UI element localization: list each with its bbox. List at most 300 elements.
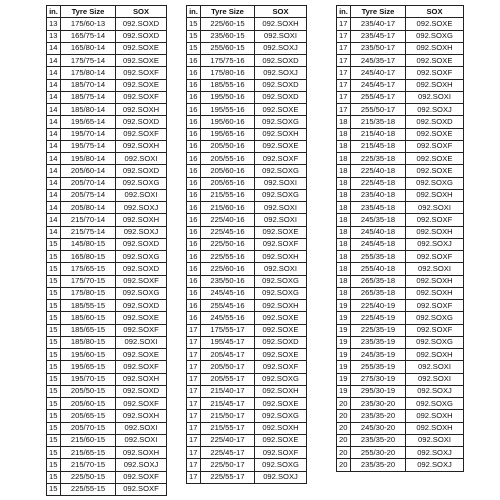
- inch-cell: 17: [337, 18, 351, 30]
- sox-code-cell: 092.SOXI: [406, 373, 464, 385]
- header-tyre-size: Tyre Size: [61, 6, 116, 18]
- table-row: [337, 214, 464, 226]
- tyre-size-cell: 225/50-15: [61, 471, 116, 483]
- sox-code-cell: 092.SOXJ: [116, 202, 167, 214]
- tyre-size-cell: 235/40-18: [351, 189, 406, 201]
- table-row: [187, 214, 307, 226]
- sox-code-cell: 092.SOXE: [406, 153, 464, 165]
- sox-code-cell: 092.SOXJ: [406, 459, 464, 471]
- table-row: [47, 55, 167, 67]
- table-row: [187, 398, 307, 410]
- inch-cell: 18: [337, 226, 351, 238]
- tyre-size-cell: 225/55-17: [201, 471, 255, 483]
- sox-code-cell: 092.SOXF: [116, 483, 167, 495]
- sox-code-cell: 092.SOXJ: [406, 385, 464, 397]
- sox-code-cell: 092.SOXD: [255, 79, 307, 91]
- inch-cell: 17: [337, 79, 351, 91]
- inch-cell: 18: [337, 165, 351, 177]
- tyre-size-cell: 215/40-18: [351, 128, 406, 140]
- tyre-size-cell: 255/60-15: [201, 42, 255, 54]
- table-row: [187, 30, 307, 42]
- tyre-size-cell: 215/60-16: [201, 202, 255, 214]
- table-row: [187, 104, 307, 116]
- sox-code-cell: 092.SOXH: [116, 104, 167, 116]
- inch-cell: 17: [187, 385, 201, 397]
- inch-cell: 17: [187, 434, 201, 446]
- table-row: [47, 275, 167, 287]
- header-tyre-size: Tyre Size: [351, 6, 406, 18]
- inch-cell: 16: [187, 140, 201, 152]
- table-row: [47, 483, 167, 495]
- tyre-size-cell: 205/65-16: [201, 177, 255, 189]
- sox-code-cell: 092.SOXH: [406, 42, 464, 54]
- inch-cell: 14: [47, 177, 61, 189]
- tyre-size-cell: 185/65-15: [61, 324, 116, 336]
- header-sox: SOX: [116, 6, 167, 18]
- inch-cell: 17: [187, 459, 201, 471]
- table-row: [187, 300, 307, 312]
- inch-cell: 14: [47, 42, 61, 54]
- sox-code-cell: 092.SOXG: [255, 373, 307, 385]
- table-row: [337, 410, 464, 422]
- tyre-size-cell: 275/30-19: [351, 373, 406, 385]
- inch-cell: 19: [337, 324, 351, 336]
- table-row: [337, 324, 464, 336]
- size-table-2: [186, 5, 307, 484]
- inch-cell: 20: [337, 410, 351, 422]
- tyre-size-cell: 215/40-17: [201, 385, 255, 397]
- tyre-size-cell: 215/45-17: [201, 398, 255, 410]
- tyre-size-cell: 215/55-16: [201, 189, 255, 201]
- inch-cell: 16: [187, 104, 201, 116]
- sox-code-cell: 092.SOXD: [255, 336, 307, 348]
- tyre-size-cell: 205/50-16: [201, 140, 255, 152]
- tyre-size-cell: 225/45-17: [201, 447, 255, 459]
- table-row: [187, 116, 307, 128]
- tyre-size-cell: 225/50-16: [201, 238, 255, 250]
- tyre-size-cell: 245/35-19: [351, 349, 406, 361]
- tyre-size-cell: 195/70-14: [61, 128, 116, 140]
- table-row: [187, 42, 307, 54]
- tyre-size-cell: 205/60-15: [61, 398, 116, 410]
- sox-code-cell: 092.SOXG: [116, 177, 167, 189]
- tyre-size-cell: 145/80-15: [61, 238, 116, 250]
- header-inch: in.: [337, 6, 351, 18]
- tyre-size-cell: 225/40-17: [201, 434, 255, 446]
- table-row: [187, 275, 307, 287]
- tyre-size-cell: 195/50-16: [201, 91, 255, 103]
- table-row: [187, 336, 307, 348]
- table-row: [47, 67, 167, 79]
- inch-cell: 17: [187, 422, 201, 434]
- sox-code-cell: 092.SOXF: [406, 214, 464, 226]
- tyre-size-cell: 185/80-14: [61, 104, 116, 116]
- sox-code-cell: 092.SOXG: [255, 410, 307, 422]
- table-row: [187, 128, 307, 140]
- sox-code-cell: 092.SOXF: [116, 398, 167, 410]
- sox-code-cell: 092.SOXF: [116, 67, 167, 79]
- tyre-size-cell: 225/45-16: [201, 226, 255, 238]
- sox-code-cell: 092.SOXD: [116, 238, 167, 250]
- sox-code-cell: 092.SOXE: [116, 79, 167, 91]
- table-row: [187, 434, 307, 446]
- sox-code-cell: 092.SOXJ: [406, 104, 464, 116]
- table-row: [47, 434, 167, 446]
- size-table-1: [46, 5, 167, 496]
- sox-code-cell: 092.SOXG: [255, 459, 307, 471]
- sox-code-cell: 092.SOXE: [116, 42, 167, 54]
- sox-code-cell: 092.SOXG: [406, 336, 464, 348]
- table-row: [47, 251, 167, 263]
- tyre-size-cell: 215/50-17: [201, 410, 255, 422]
- inch-cell: 15: [47, 447, 61, 459]
- inch-cell: 15: [47, 263, 61, 275]
- sox-code-cell: 092.SOXD: [255, 91, 307, 103]
- header-sox: SOX: [406, 6, 464, 18]
- sox-code-cell: 092.SOXH: [255, 18, 307, 30]
- inch-cell: 16: [187, 312, 201, 324]
- tyre-size-cell: 215/65-15: [61, 447, 116, 459]
- table-row: [337, 128, 464, 140]
- tyre-size-cell: 225/55-16: [201, 251, 255, 263]
- table-row: [337, 275, 464, 287]
- tyre-size-cell: 205/65-15: [61, 410, 116, 422]
- sox-code-cell: 092.SOXG: [116, 251, 167, 263]
- tyre-size-cell: 225/35-18: [351, 153, 406, 165]
- sox-code-cell: 092.SOXI: [406, 202, 464, 214]
- tyre-size-cell: 265/35-18: [351, 287, 406, 299]
- sox-code-cell: 092.SOXH: [255, 422, 307, 434]
- inch-cell: 18: [337, 287, 351, 299]
- sox-code-cell: 092.SOXJ: [406, 447, 464, 459]
- tyre-size-cell: 205/50-15: [61, 385, 116, 397]
- table-row: [337, 153, 464, 165]
- table-header-row: [187, 6, 307, 18]
- inch-cell: 18: [337, 275, 351, 287]
- sox-code-cell: 092.SOXG: [406, 312, 464, 324]
- table-row: [187, 140, 307, 152]
- inch-cell: 16: [187, 263, 201, 275]
- inch-cell: 15: [47, 410, 61, 422]
- table-row: [47, 336, 167, 348]
- tyre-size-cell: 235/60-15: [201, 30, 255, 42]
- sox-code-cell: 092.SOXI: [255, 30, 307, 42]
- tyre-size-cell: 175/80-15: [61, 287, 116, 299]
- table-row: [337, 263, 464, 275]
- table-row: [337, 79, 464, 91]
- tyre-size-cell: 235/50-17: [351, 42, 406, 54]
- tyre-size-cell: 185/55-16: [201, 79, 255, 91]
- sox-code-cell: 092.SOXE: [255, 140, 307, 152]
- sox-code-cell: 092.SOXG: [255, 287, 307, 299]
- inch-cell: 16: [187, 91, 201, 103]
- inch-cell: 16: [187, 67, 201, 79]
- sox-code-cell: 092.SOXG: [255, 116, 307, 128]
- table-row: [47, 398, 167, 410]
- tyre-size-cell: 185/80-15: [61, 336, 116, 348]
- sox-code-cell: 092.SOXD: [255, 55, 307, 67]
- sox-code-cell: 092.SOXE: [406, 165, 464, 177]
- tyre-size-cell: 195/60-15: [61, 349, 116, 361]
- table-row: [187, 385, 307, 397]
- inch-cell: 18: [337, 263, 351, 275]
- tyre-size-cell: 295/30-19: [351, 385, 406, 397]
- table-row: [337, 140, 464, 152]
- sox-code-cell: 092.SOXG: [406, 398, 464, 410]
- tyre-size-cell: 245/35-18: [351, 214, 406, 226]
- inch-cell: 15: [47, 483, 61, 495]
- inch-cell: 15: [47, 251, 61, 263]
- inch-cell: 17: [187, 373, 201, 385]
- tyre-size-cell: 205/60-16: [201, 165, 255, 177]
- inch-cell: 17: [187, 398, 201, 410]
- tyre-size-cell: 225/40-18: [351, 165, 406, 177]
- sox-code-cell: 092.SOXD: [406, 116, 464, 128]
- tyre-size-cell: 205/70-15: [61, 422, 116, 434]
- tyre-size-cell: 245/45-17: [351, 79, 406, 91]
- inch-cell: 19: [337, 373, 351, 385]
- sox-code-cell: 092.SOXH: [406, 226, 464, 238]
- inch-cell: 19: [337, 300, 351, 312]
- inch-cell: 15: [47, 385, 61, 397]
- inch-cell: 14: [47, 104, 61, 116]
- table-row: [187, 373, 307, 385]
- sox-code-cell: 092.SOXE: [255, 104, 307, 116]
- sox-code-cell: 092.SOXF: [116, 128, 167, 140]
- table-row: [187, 287, 307, 299]
- table-row: [47, 128, 167, 140]
- inch-cell: 15: [187, 18, 201, 30]
- table-row: [187, 67, 307, 79]
- sox-code-cell: 092.SOXJ: [255, 42, 307, 54]
- sox-code-cell: 092.SOXE: [406, 18, 464, 30]
- tyre-size-cell: 225/60-16: [201, 263, 255, 275]
- table-row: [47, 263, 167, 275]
- inch-cell: 16: [187, 287, 201, 299]
- table-row: [337, 398, 464, 410]
- inch-cell: 14: [47, 91, 61, 103]
- inch-cell: 14: [47, 202, 61, 214]
- table-row: [187, 422, 307, 434]
- tyre-size-cell: 215/75-14: [61, 226, 116, 238]
- inch-cell: 13: [47, 18, 61, 30]
- tyre-size-cell: 185/60-15: [61, 312, 116, 324]
- tyre-size-cell: 225/40-19: [351, 300, 406, 312]
- sox-code-cell: 092.SOXJ: [255, 67, 307, 79]
- inch-cell: 14: [47, 67, 61, 79]
- inch-cell: 16: [187, 202, 201, 214]
- sox-code-cell: 092.SOXD: [116, 263, 167, 275]
- inch-cell: 15: [47, 434, 61, 446]
- table-row: [47, 422, 167, 434]
- inch-cell: 15: [47, 275, 61, 287]
- table-row: [187, 312, 307, 324]
- sox-code-cell: 092.SOXD: [116, 30, 167, 42]
- sox-code-cell: 092.SOXI: [255, 263, 307, 275]
- tyre-size-cell: 175/70-15: [61, 275, 116, 287]
- table-row: [337, 422, 464, 434]
- inch-cell: 14: [47, 165, 61, 177]
- inch-cell: 15: [47, 459, 61, 471]
- tyre-size-cell: 175/75-14: [61, 55, 116, 67]
- inch-cell: 15: [47, 324, 61, 336]
- table-row: [187, 349, 307, 361]
- table-row: [337, 373, 464, 385]
- tyre-size-cell: 185/75-14: [61, 91, 116, 103]
- inch-cell: 17: [337, 55, 351, 67]
- sox-code-cell: 092.SOXD: [116, 116, 167, 128]
- sox-code-cell: 092.SOXH: [255, 251, 307, 263]
- table-row: [187, 251, 307, 263]
- table-row: [47, 42, 167, 54]
- sox-code-cell: 092.SOXG: [255, 165, 307, 177]
- tyre-size-cell: 205/45-17: [201, 349, 255, 361]
- table-row: [337, 42, 464, 54]
- tyre-size-cell: 175/80-14: [61, 67, 116, 79]
- sox-code-cell: 092.SOXH: [406, 79, 464, 91]
- sox-code-cell: 092.SOXI: [406, 361, 464, 373]
- tyre-size-cell: 205/75-14: [61, 189, 116, 201]
- table-row: [337, 55, 464, 67]
- table-row: [187, 263, 307, 275]
- sox-code-cell: 092.SOXH: [406, 287, 464, 299]
- tyre-size-cell: 195/65-14: [61, 116, 116, 128]
- tyre-size-cell: 195/65-16: [201, 128, 255, 140]
- tyre-size-cell: 225/55-15: [61, 483, 116, 495]
- table-row: [187, 447, 307, 459]
- tyre-size-cell: 235/45-18: [351, 202, 406, 214]
- inch-cell: 14: [47, 226, 61, 238]
- sox-code-cell: 092.SOXF: [116, 471, 167, 483]
- tyre-size-cell: 195/45-17: [201, 336, 255, 348]
- tyre-size-cell: 215/60-15: [61, 434, 116, 446]
- sox-code-cell: 092.SOXF: [255, 238, 307, 250]
- tyre-size-cell: 235/35-20: [351, 434, 406, 446]
- sox-code-cell: 092.SOXF: [406, 251, 464, 263]
- tyre-size-cell: 215/70-15: [61, 459, 116, 471]
- header-inch: in.: [47, 6, 61, 18]
- table-row: [47, 410, 167, 422]
- tyre-size-cell: 175/55-17: [201, 324, 255, 336]
- tyre-size-cell: 205/55-17: [201, 373, 255, 385]
- table-row: [337, 459, 464, 471]
- sox-code-cell: 092.SOXF: [406, 140, 464, 152]
- inch-cell: 16: [187, 275, 201, 287]
- inch-cell: 15: [47, 361, 61, 373]
- inch-cell: 17: [187, 336, 201, 348]
- tyre-size-cell: 235/35-19: [351, 336, 406, 348]
- inch-cell: 16: [187, 238, 201, 250]
- tyre-size-cell: 195/65-15: [61, 361, 116, 373]
- tyre-size-cell: 205/80-14: [61, 202, 116, 214]
- table-row: [187, 79, 307, 91]
- inch-cell: 17: [337, 42, 351, 54]
- table-row: [337, 30, 464, 42]
- inch-cell: 19: [337, 361, 351, 373]
- table-row: [47, 30, 167, 42]
- table-row: [47, 177, 167, 189]
- table-row: [47, 385, 167, 397]
- sox-code-cell: 092.SOXE: [406, 128, 464, 140]
- tyre-size-cell: 165/75-14: [61, 30, 116, 42]
- sox-code-cell: 092.SOXF: [255, 153, 307, 165]
- inch-cell: 17: [337, 104, 351, 116]
- sox-code-cell: 092.SOXF: [406, 300, 464, 312]
- tyre-size-cell: 195/55-16: [201, 104, 255, 116]
- sox-code-cell: 092.SOXD: [116, 300, 167, 312]
- inch-cell: 18: [337, 140, 351, 152]
- table-header-row: [337, 6, 464, 18]
- tyre-size-cell: 175/60-13: [61, 18, 116, 30]
- table-row: [337, 287, 464, 299]
- table-row: [337, 434, 464, 446]
- tyre-size-cell: 235/35-20: [351, 410, 406, 422]
- inch-cell: 15: [47, 336, 61, 348]
- inch-cell: 20: [337, 398, 351, 410]
- sox-code-cell: 092.SOXJ: [116, 226, 167, 238]
- inch-cell: 19: [337, 336, 351, 348]
- table-row: [337, 165, 464, 177]
- table-row: [47, 18, 167, 30]
- sox-code-cell: 092.SOXH: [116, 214, 167, 226]
- sox-code-cell: 092.SOXI: [116, 153, 167, 165]
- sox-code-cell: 092.SOXI: [406, 263, 464, 275]
- tyre-size-cell: 175/80-16: [201, 67, 255, 79]
- table-row: [47, 238, 167, 250]
- inch-cell: 20: [337, 459, 351, 471]
- sox-code-cell: 092.SOXF: [406, 324, 464, 336]
- sox-code-cell: 092.SOXE: [116, 55, 167, 67]
- tyre-size-cell: 225/45-18: [351, 177, 406, 189]
- inch-cell: 17: [187, 324, 201, 336]
- tyre-size-cell: 205/55-16: [201, 153, 255, 165]
- inch-cell: 15: [47, 312, 61, 324]
- inch-cell: 17: [187, 361, 201, 373]
- sox-code-cell: 092.SOXE: [255, 312, 307, 324]
- sox-code-cell: 092.SOXF: [116, 275, 167, 287]
- size-table-3: [336, 5, 464, 472]
- tyre-size-cell: 195/60-16: [201, 116, 255, 128]
- inch-cell: 18: [337, 177, 351, 189]
- inch-cell: 18: [337, 202, 351, 214]
- inch-cell: 16: [187, 251, 201, 263]
- inch-cell: 16: [187, 55, 201, 67]
- tyre-size-cell: 165/80-14: [61, 42, 116, 54]
- tyre-size-cell: 245/35-17: [351, 55, 406, 67]
- sox-code-cell: 092.SOXI: [255, 177, 307, 189]
- inch-cell: 15: [47, 287, 61, 299]
- inch-cell: 19: [337, 349, 351, 361]
- tyre-size-cell: 235/35-20: [351, 459, 406, 471]
- inch-cell: 14: [47, 128, 61, 140]
- tyre-size-cell: 225/35-19: [351, 324, 406, 336]
- table-row: [187, 91, 307, 103]
- table-row: [187, 153, 307, 165]
- sox-code-cell: 092.SOXH: [116, 140, 167, 152]
- sox-code-cell: 092.SOXE: [255, 226, 307, 238]
- inch-cell: 17: [337, 30, 351, 42]
- inch-cell: 13: [47, 30, 61, 42]
- table-row: [187, 18, 307, 30]
- inch-cell: 15: [47, 471, 61, 483]
- tyre-size-cell: 165/80-15: [61, 251, 116, 263]
- sox-code-cell: 092.SOXI: [406, 434, 464, 446]
- tyre-size-cell: 265/35-18: [351, 275, 406, 287]
- tyre-size-cell: 215/55-17: [201, 422, 255, 434]
- table-row: [337, 189, 464, 201]
- inch-cell: 15: [47, 349, 61, 361]
- inch-cell: 16: [187, 128, 201, 140]
